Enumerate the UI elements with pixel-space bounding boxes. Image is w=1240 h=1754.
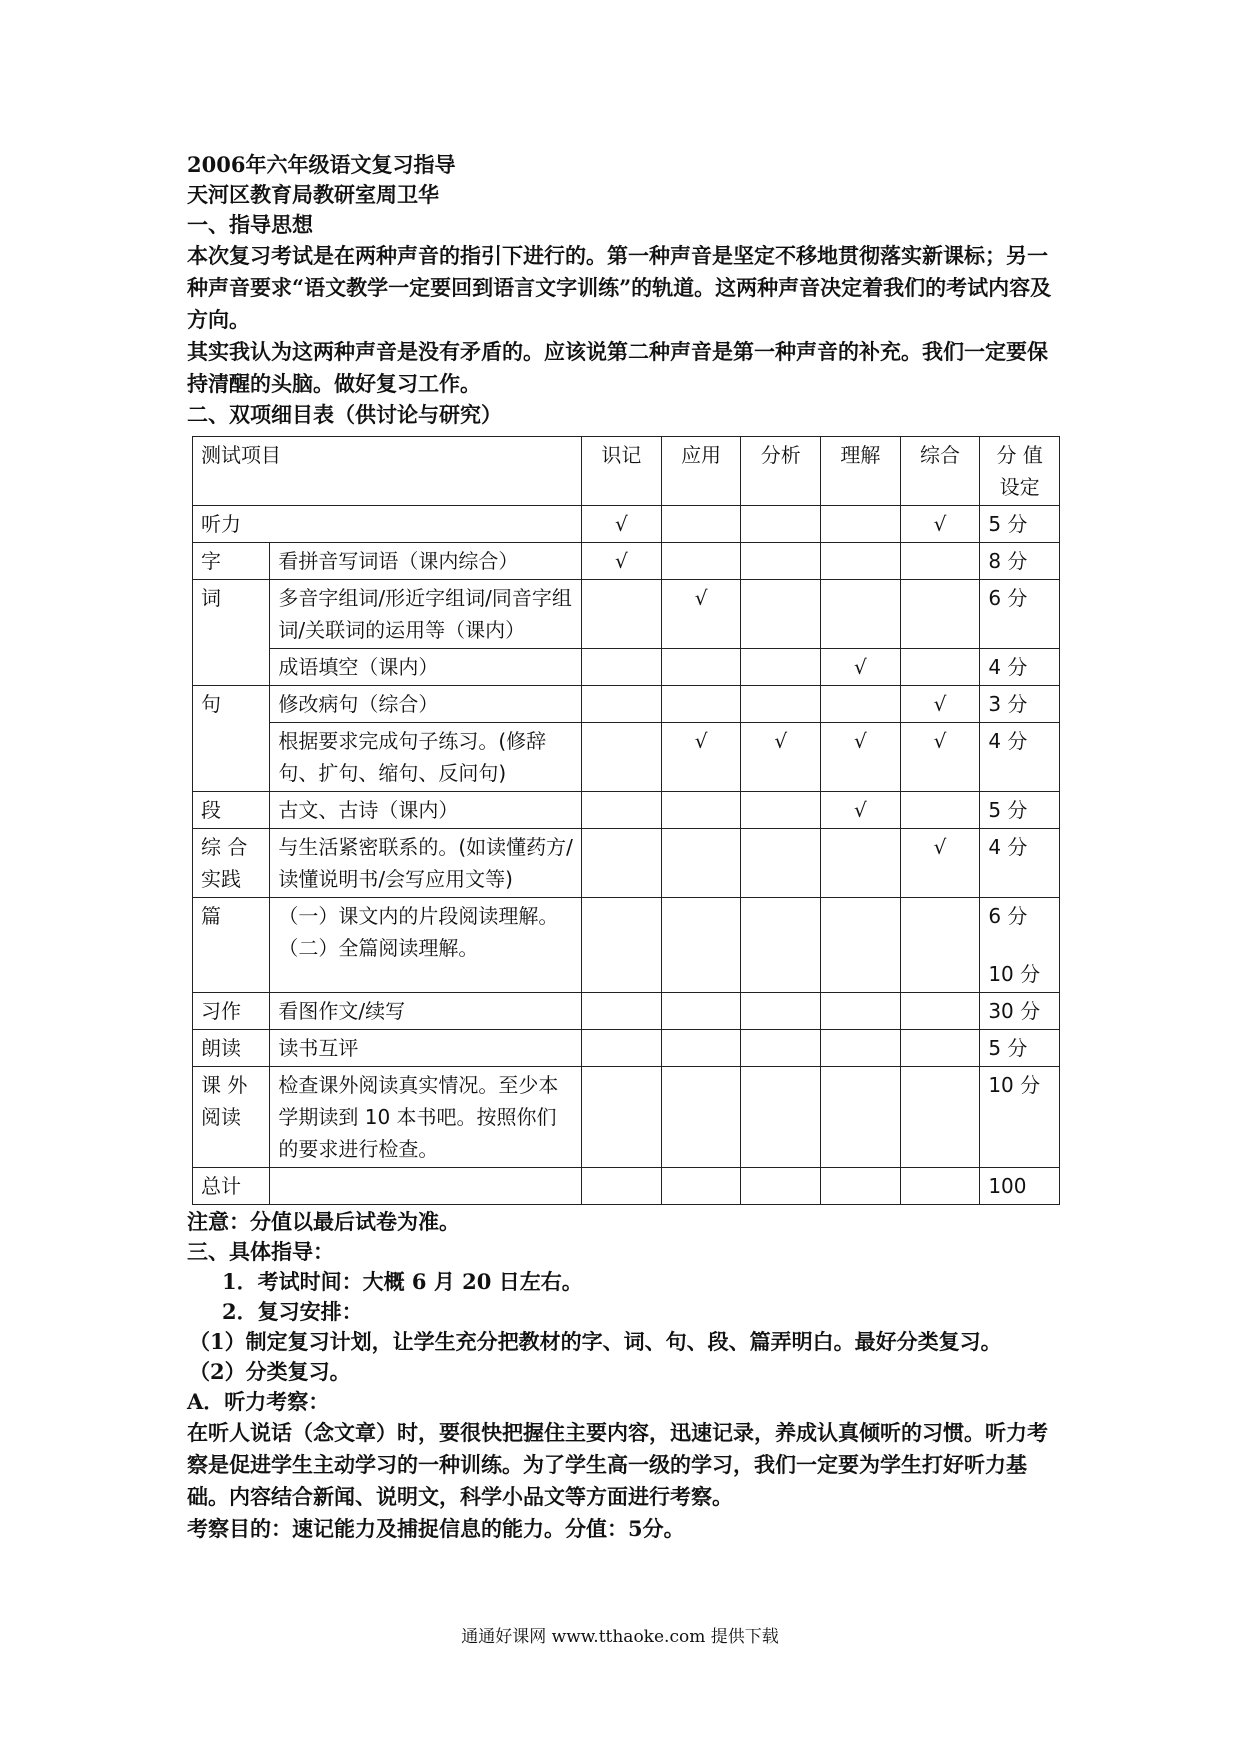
spec-table: [192, 436, 1060, 1205]
row-desc: 与生活紧密联系的。(如读懂药方/读懂说明书/会写应用文等): [270, 829, 582, 898]
header-score: 分 值 设定: [980, 437, 1060, 506]
score-part: 10 分: [988, 962, 1041, 986]
paragraph: 其实我认为这两种声音是没有矛盾的。应该说第二种声音是第一种声音的补充。我们一定要保持清醒的头脑。做好复习工作。: [187, 339, 1048, 396]
row-desc: 古文、古诗（课内）: [270, 792, 582, 829]
row-desc-part: （一）课文内的片段阅读理解。: [278, 904, 559, 928]
row-category: 词: [193, 580, 270, 686]
row-category: 听力: [193, 506, 582, 543]
table-row: [193, 543, 1060, 580]
table-row: [193, 829, 1060, 898]
row-score: 4 分: [980, 829, 1060, 898]
check-mark: √: [661, 580, 741, 649]
paragraph: 本次复习考试是在两种声音的指引下进行的。第一种声音是坚定不移地贯彻落实新课标；另一种声音要求“语文教学一定要回到语言文字训练”的轨道。这两种声音决定着我们的考试内容及方向。: [187, 243, 1052, 332]
row-desc: 读书互评: [270, 1030, 582, 1067]
row-score: 4 分: [980, 649, 1060, 686]
row-desc: 根据要求完成句子练习。(修辞句、扩句、缩句、反问句): [270, 723, 582, 792]
row-category: 段: [193, 792, 270, 829]
paragraph: 在听人说话（念文章）时，要很快把握住主要内容，迅速记录，养成认真倾听的习惯。听力考察是促进学生主动学习的一种训练。为了学生高一级的学习，我们一定要为学生打好听力基础。内容结合新闻、说明文，科学小品文等方面进行考察。: [187, 1420, 1048, 1509]
header-cell: 综合: [900, 437, 980, 506]
document-page: [187, 150, 1067, 1545]
row-score: 30 分: [980, 993, 1060, 1030]
row-score: 6 分: [980, 580, 1060, 649]
section-heading-1: 一、指导思想: [187, 212, 313, 237]
row-category: 朗读: [193, 1030, 270, 1067]
table-row: [193, 792, 1060, 829]
note: 注意：分值以最后试卷为准。: [187, 1209, 460, 1234]
row-score: 5 分: [980, 1030, 1060, 1067]
header-cell: 识记: [582, 437, 662, 506]
list-item: （2）分类复习。: [189, 1359, 351, 1384]
check-mark: √: [582, 543, 662, 580]
check-mark: √: [900, 723, 980, 792]
check-mark: √: [582, 506, 662, 543]
score-part: 6 分: [988, 904, 1028, 928]
list-item: 1．考试时间：大概 6 月 20 日左右。: [222, 1269, 583, 1294]
row-score: 100: [980, 1168, 1060, 1205]
table-header-row: [193, 437, 1060, 506]
row-category: 句: [193, 686, 270, 792]
check-mark: √: [661, 723, 741, 792]
header-cell: 分析: [741, 437, 821, 506]
row-desc: 多音字组词/形近字组词/同音字组词/关联词的运用等（课内）: [270, 580, 582, 649]
check-mark: √: [821, 792, 901, 829]
header-cell: 理解: [821, 437, 901, 506]
row-score: 5 分: [980, 506, 1060, 543]
check-mark: √: [900, 829, 980, 898]
table-row: [193, 1030, 1060, 1067]
table-row: [193, 723, 1060, 792]
table-row: [193, 1168, 1060, 1205]
row-desc: [270, 898, 582, 993]
paragraph: 考察目的：速记能力及捕捉信息的能力。分值：5分。: [187, 1516, 685, 1541]
doc-title: 2006年六年级语文复习指导: [187, 152, 456, 177]
check-mark: √: [900, 686, 980, 723]
check-mark: √: [821, 723, 901, 792]
header-item: 测试项目: [193, 437, 582, 506]
section-heading-3: 三、具体指导：: [187, 1239, 334, 1264]
row-category: 习作: [193, 993, 270, 1030]
table-row: [193, 580, 1060, 649]
header-cell: 应用: [661, 437, 741, 506]
check-mark: √: [900, 506, 980, 543]
row-score: [980, 898, 1060, 993]
row-score: 3 分: [980, 686, 1060, 723]
row-desc-part: （二）全篇阅读理解。: [278, 936, 479, 960]
section-heading-2: 二、双项细目表（供讨论与研究）: [187, 402, 502, 427]
row-category: 课 外 阅读: [193, 1067, 270, 1168]
check-mark: √: [821, 649, 901, 686]
subsection-heading: A．听力考察：: [187, 1389, 330, 1414]
row-category: 篇: [193, 898, 270, 993]
check-mark: √: [741, 723, 821, 792]
row-category: 字: [193, 543, 270, 580]
table-row: [193, 993, 1060, 1030]
table-row: [193, 649, 1060, 686]
table-row: [193, 1067, 1060, 1168]
row-category: 总计: [193, 1168, 270, 1205]
row-desc: 检查课外阅读真实情况。至少本学期读到 10 本书吧。按照你们的要求进行检查。: [270, 1067, 582, 1168]
table-row: [193, 506, 1060, 543]
page-footer: 通通好课网 www.tthaoke.com 提供下载: [461, 1627, 779, 1647]
row-category: 综 合 实践: [193, 829, 270, 898]
row-score: 4 分: [980, 723, 1060, 792]
row-score: 10 分: [980, 1067, 1060, 1168]
row-desc: 看拼音写词语（课内综合）: [270, 543, 582, 580]
row-desc: 看图作文/续写: [270, 993, 582, 1030]
table-row: [193, 686, 1060, 723]
row-score: 5 分: [980, 792, 1060, 829]
row-desc: 成语填空（课内）: [270, 649, 582, 686]
list-item: （1）制定复习计划，让学生充分把教材的字、词、句、段、篇弄明白。最好分类复习。: [189, 1329, 1002, 1354]
list-item: 2．复习安排：: [222, 1299, 363, 1324]
doc-author: 天河区教育局教研室周卫华: [187, 182, 439, 207]
row-desc: 修改病句（综合）: [270, 686, 582, 723]
table-row: [193, 898, 1060, 993]
row-score: 8 分: [980, 543, 1060, 580]
